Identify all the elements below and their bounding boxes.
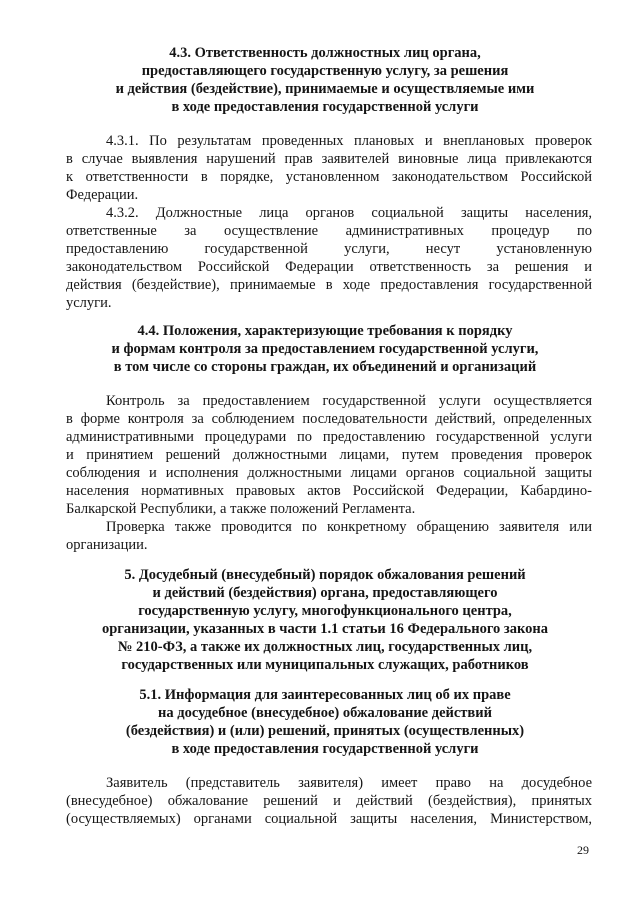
text-line: и принятием решений должностными лицами, путем проведения проверок <box>66 447 592 463</box>
heading-line: и действия (бездействие), принимаемые и осуществляемые ими <box>115 81 535 97</box>
heading-line: 4.4. Положения, характеризующие требования к порядку <box>137 323 513 339</box>
paragraph-4-4-control <box>66 392 592 518</box>
text-line: к ответственности в порядке, установленном законодательством Российской <box>66 169 592 185</box>
text-line: 4.3.1. По результатам проведенных плановых и внеплановых проверок <box>106 133 592 149</box>
heading-line: и действий (бездействия) органа, предоставляющего <box>152 585 498 601</box>
text-line: действия (бездействие), принимаемые в ходе предоставления государственной <box>66 277 592 293</box>
text-line: Заявитель (представитель заявителя) имеет право на досудебное <box>106 775 592 791</box>
section-4-3-heading <box>60 44 590 116</box>
heading-line: предоставляющего государственную услугу, за решения <box>141 63 509 79</box>
text-line: организации. <box>66 537 148 553</box>
heading-line: в том числе со стороны граждан, их объединений и организаций <box>113 359 537 375</box>
text-line: в форме контроля за соблюдением последовательности действий, определенных <box>66 411 592 427</box>
text-line: Балкарской Республики, а также положений Регламента. <box>66 501 416 517</box>
text-line: (внесудебное) обжалование решений и действий (бездействия), принятых <box>66 793 592 809</box>
paragraph-4-3-1 <box>66 132 592 204</box>
heading-line: (бездействия) и (или) решений, принятых (осуществленных) <box>125 723 525 739</box>
text-line: предоставлению государственной услуги, несут установленную <box>66 241 592 257</box>
section-4-4-heading <box>60 322 590 376</box>
heading-line: государственную услугу, многофункционального центра, <box>138 603 512 619</box>
text-line: Контроль за предоставлением государственной услуги осуществляется <box>106 393 592 409</box>
text-line: услуги. <box>66 295 112 311</box>
section-5-heading <box>60 566 590 674</box>
text-line: в случае выявления нарушений прав заявителей виновные лица привлекаются <box>66 151 592 167</box>
text-line: 4.3.2. Должностные лица органов социальной защиты населения, <box>106 205 592 221</box>
paragraph-5-1-appeal <box>66 774 592 828</box>
paragraph-4-3-2 <box>66 204 592 312</box>
heading-line: организации, указанных в части 1.1 статьи 16 Федерального закона <box>101 621 549 637</box>
text-line: ответственные за осуществление административных процедур по <box>66 223 592 239</box>
heading-line: в ходе предоставления государственной услуги <box>171 741 479 757</box>
text-line: административными процедурами по предоставлению государственной услуги <box>66 429 592 445</box>
text-line: (осуществляемых) органами социальной защиты населения, Министерством, <box>66 811 592 827</box>
text-line: населения нормативных правовых актов Российской Федерации, Кабардино- <box>66 483 592 499</box>
heading-line: № 210-ФЗ, а также их должностных лиц, государственных лиц, <box>117 639 533 655</box>
heading-line: 4.3. Ответственность должностных лиц органа, <box>169 45 481 61</box>
heading-line: 5.1. Информация для заинтересованных лиц об их праве <box>139 687 511 703</box>
heading-line: государственных или муниципальных служащих, работников <box>121 657 529 673</box>
text-line: Проверка также проводится по конкретному обращению заявителя или <box>106 519 592 535</box>
paragraph-4-4-check <box>66 518 592 554</box>
page-number: 29 <box>577 843 589 857</box>
heading-line: и формам контроля за предоставлением государственной услуги, <box>111 341 539 357</box>
text-line: соблюдения и исполнения должностными лицами органов социальной защиты <box>66 465 592 481</box>
text-line: Федерации. <box>66 187 139 203</box>
text-line: законодательством Российской Федерации ответственность за решения и <box>66 259 592 275</box>
heading-line: 5. Досудебный (внесудебный) порядок обжалования решений <box>124 567 526 583</box>
heading-line: в ходе предоставления государственной услуги <box>171 99 479 115</box>
heading-line: на досудебное (внесудебное) обжалование действий <box>158 705 492 721</box>
section-5-1-heading <box>60 686 590 758</box>
